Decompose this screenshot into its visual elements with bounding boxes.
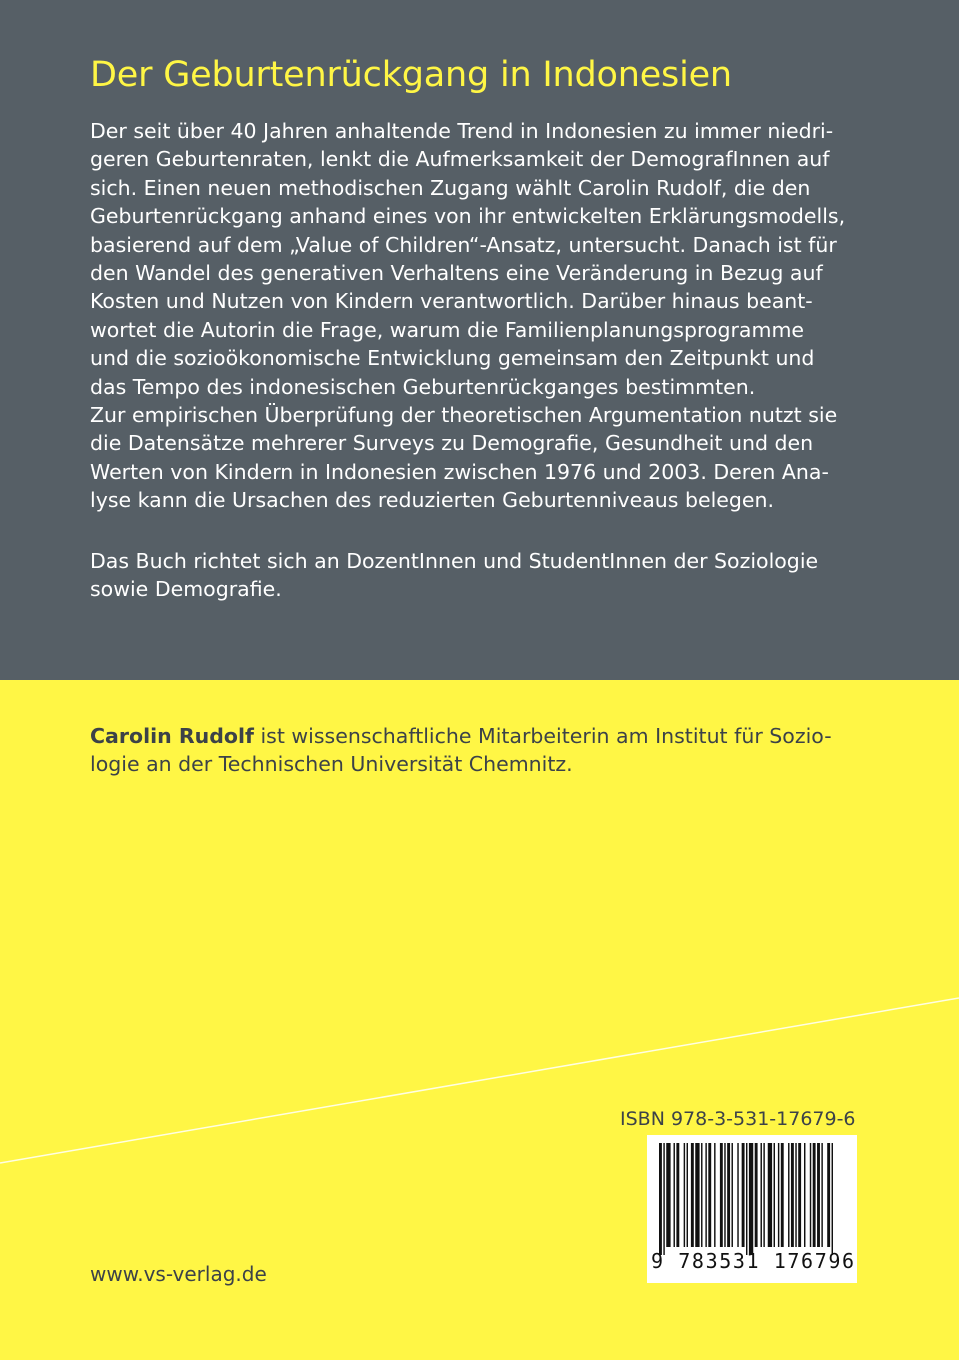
description-line: geren Geburtenraten, lenkt die Aufmerksamkeit der DemografInnen auf <box>90 147 830 172</box>
description-line: die Datensätze mehrerer Surveys zu Demografie, Gesundheit und den <box>90 431 814 456</box>
description-line: Zur empirischen Überprüfung der theoretischen Argumentation nutzt sie <box>90 403 838 428</box>
description-line: Werten von Kindern in Indonesien zwischen 1976 und 2003. Deren Ana- <box>90 459 829 484</box>
author-bio-text: ist wissenschaftliche Mitarbeiterin am Institut für Sozio- <box>253 724 832 748</box>
description-line: Der seit über 40 Jahren anhaltende Trend in Indonesien zu immer niedri- <box>90 119 834 143</box>
description-line: basierend auf dem „Value of Children“-Ansatz, untersucht. Danach ist für <box>90 232 837 257</box>
description-line: lyse kann die Ursachen des reduzierten Geburtenniveaus belegen. <box>90 488 775 513</box>
author-bio-line <box>90 722 832 750</box>
audience-paragraph <box>90 547 850 604</box>
description-line: Geburtenrückgang anhand eines von ihr entwickelten Erklärungsmodells, <box>90 204 846 229</box>
book-title: Der Geburtenrückgang in Indonesien <box>90 55 732 95</box>
isbn-label: ISBN 978-3-531-17679-6 <box>620 1108 856 1130</box>
description-line: und die sozioökonomische Entwicklung gemeinsam den Zeitpunkt und <box>90 346 815 371</box>
author-name: Carolin Rudolf <box>90 724 254 748</box>
description-line: sich. Einen neuen methodischen Zugang wählt Carolin Rudolf, die den <box>90 175 811 200</box>
description-paragraph <box>90 117 850 515</box>
author-bio-line: logie an der Technischen Universität Chemnitz. <box>90 752 573 777</box>
audience-line: sowie Demografie. <box>90 577 282 602</box>
author-bio <box>90 722 832 779</box>
description-line: den Wandel des generativen Verhaltens eine Veränderung in Bezug auf <box>90 261 823 286</box>
description-line: das Tempo des indonesischen Geburtenrückganges bestimmten. <box>90 374 756 399</box>
description-line: wortet die Autorin die Frage, warum die Familienplanungsprogramme <box>90 317 805 342</box>
barcode-digits: 9 783531 176796 <box>651 1249 856 1273</box>
publisher-website: www.vs-verlag.de <box>90 1262 267 1286</box>
audience-line: Das Buch richtet sich an DozentInnen und StudentInnen der Soziologie <box>90 549 819 573</box>
description-line: Kosten und Nutzen von Kindern verantwortlich. Darüber hinaus beant- <box>90 289 813 314</box>
